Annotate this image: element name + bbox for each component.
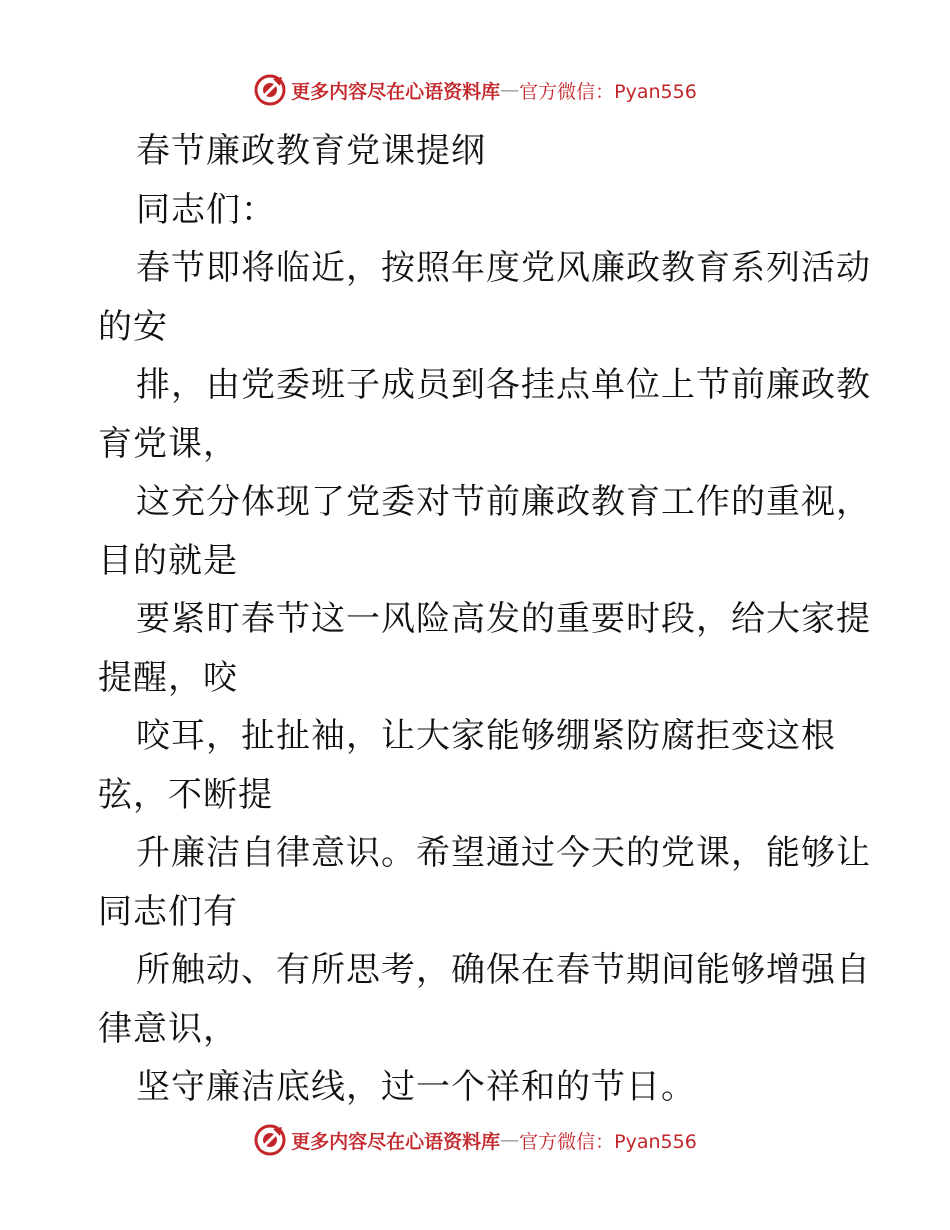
logo-icon [253,1123,287,1157]
paragraph-line: 坚守廉洁底线，过一个祥和的节日。 [136,1067,696,1107]
logo-icon [253,73,287,107]
paragraph-line: 排，由党委班子成员到各挂点单位上节前廉政教 [136,365,871,405]
banner-wechat: 官方微信：Pyan556 [519,80,697,103]
paragraph-line: 目的就是 [98,540,238,581]
banner-title: 更多内容尽在心语资料库 [291,80,501,103]
banner-separator: — [500,79,520,101]
paragraph-line: 所触动、有所思考，确保在春节期间能够增强自 [136,950,871,990]
paragraph-line: 育党课， [98,423,238,464]
document-title: 春节廉政教育党课提纲 [136,131,486,171]
banner-wechat: 官方微信：Pyan556 [519,1130,697,1153]
banner-separator: — [500,1129,520,1151]
header-banner [0,70,950,110]
paragraph-line: 升廉洁自律意识。希望通过今天的党课，能够让 [136,833,871,873]
paragraph-line: 要紧盯春节这一风险高发的重要时段，给大家提 [136,599,871,639]
salutation: 同志们： [136,189,276,230]
banner-title: 更多内容尽在心语资料库 [291,1130,501,1153]
paragraph-line: 提醒，咬 [98,657,238,698]
paragraph-line: 的安 [98,306,168,347]
paragraph-line: 春节即将临近，按照年度党风廉政教育系列活动 [136,248,871,288]
paragraph-line: 咬耳，扯扯袖，让大家能够绷紧防腐拒变这根 [136,716,836,756]
paragraph-line: 弦，不断提 [98,774,273,815]
footer-banner [0,1120,950,1160]
document-body [98,122,871,1117]
paragraph-line: 律意识， [98,1008,238,1049]
paragraph-line: 同志们有 [98,891,238,932]
paragraph-line: 这充分体现了党委对节前廉政教育工作的重视， [136,482,871,522]
